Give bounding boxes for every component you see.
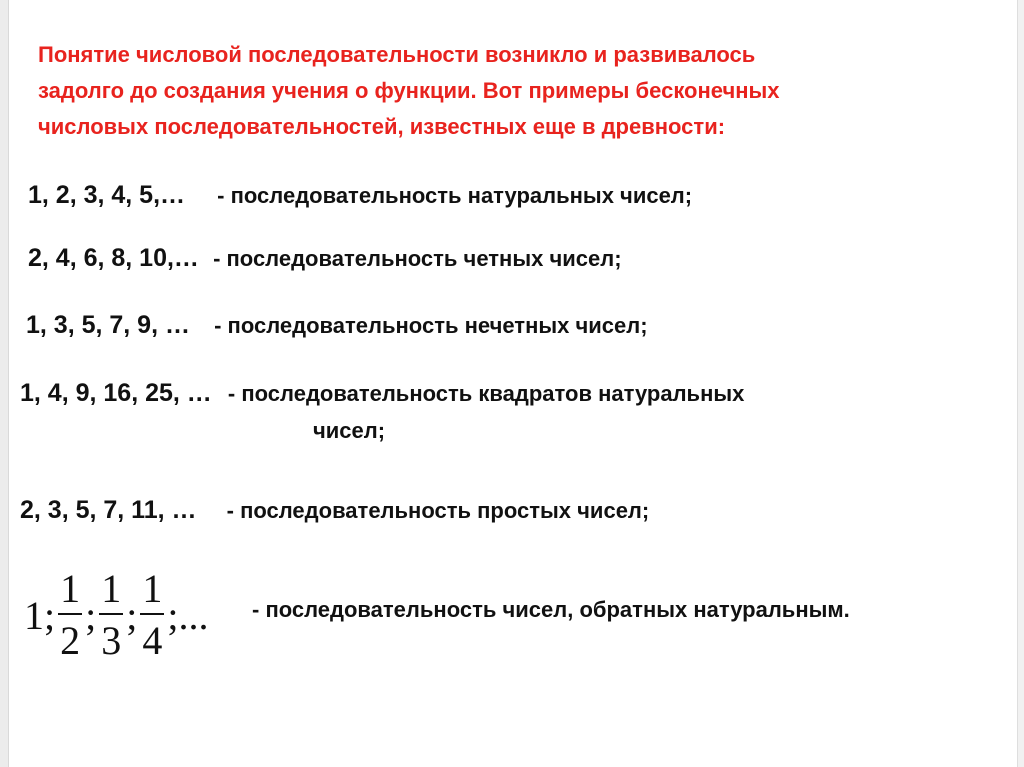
slide-frame-right bbox=[1017, 0, 1024, 767]
fraction-numerator: 1 bbox=[60, 566, 81, 611]
sequence-numbers: 2, 4, 6, 8, 10,… bbox=[28, 244, 199, 272]
sequence-numbers: 1, 2, 3, 4, 5,… bbox=[28, 181, 186, 209]
sequence-description: - последовательность нечетных чисел; bbox=[214, 313, 648, 338]
fraction-denominator: 4 bbox=[140, 613, 164, 661]
sequence-odd bbox=[26, 311, 648, 340]
sequence-description: - последовательность натуральных чисел; bbox=[217, 183, 693, 208]
intro-line: числовых последовательностей, известных еще в древности: bbox=[38, 114, 726, 139]
reciprocal-formula bbox=[24, 560, 209, 670]
reciprocal-description: - последовательность чисел, обратных натуральным. bbox=[252, 597, 850, 622]
slide-frame-left bbox=[0, 0, 9, 767]
sequence-description: - последовательность четных чисел; bbox=[213, 246, 622, 271]
intro-line: задолго до создания учения о функции. Вот примеры бесконечных bbox=[38, 78, 780, 103]
fraction-numerator: 1 bbox=[142, 566, 163, 611]
fraction-denominator: 2 bbox=[58, 613, 82, 661]
formula-separator: ; bbox=[44, 592, 56, 638]
fraction bbox=[99, 566, 123, 663]
sequence-squares-continuation: чисел; bbox=[313, 418, 386, 443]
sequence-description: - последовательность квадратов натуральных bbox=[227, 381, 745, 406]
sequence-primes bbox=[20, 496, 649, 525]
fraction-numerator: 1 bbox=[101, 566, 122, 611]
sequence-squares bbox=[20, 379, 744, 408]
sequence-description: - последовательность простых чисел; bbox=[226, 498, 650, 523]
fraction bbox=[140, 566, 164, 663]
intro-line: Понятие числовой последовательности возникло и развивалось bbox=[38, 42, 756, 67]
formula-separator: ; bbox=[126, 592, 138, 638]
formula-tail: ;... bbox=[167, 592, 209, 638]
sequence-even bbox=[28, 244, 622, 273]
fraction-denominator: 3 bbox=[99, 613, 123, 661]
sequence-numbers: 2, 3, 5, 7, 11, … bbox=[20, 496, 197, 524]
sequence-natural bbox=[28, 181, 692, 210]
fraction bbox=[58, 566, 82, 663]
sequence-numbers: 1, 3, 5, 7, 9, … bbox=[26, 311, 190, 339]
formula-separator: ; bbox=[85, 592, 97, 638]
intro-paragraph bbox=[38, 37, 998, 145]
formula-first-term: 1 bbox=[24, 592, 44, 638]
sequence-numbers: 1, 4, 9, 16, 25, … bbox=[20, 379, 212, 407]
